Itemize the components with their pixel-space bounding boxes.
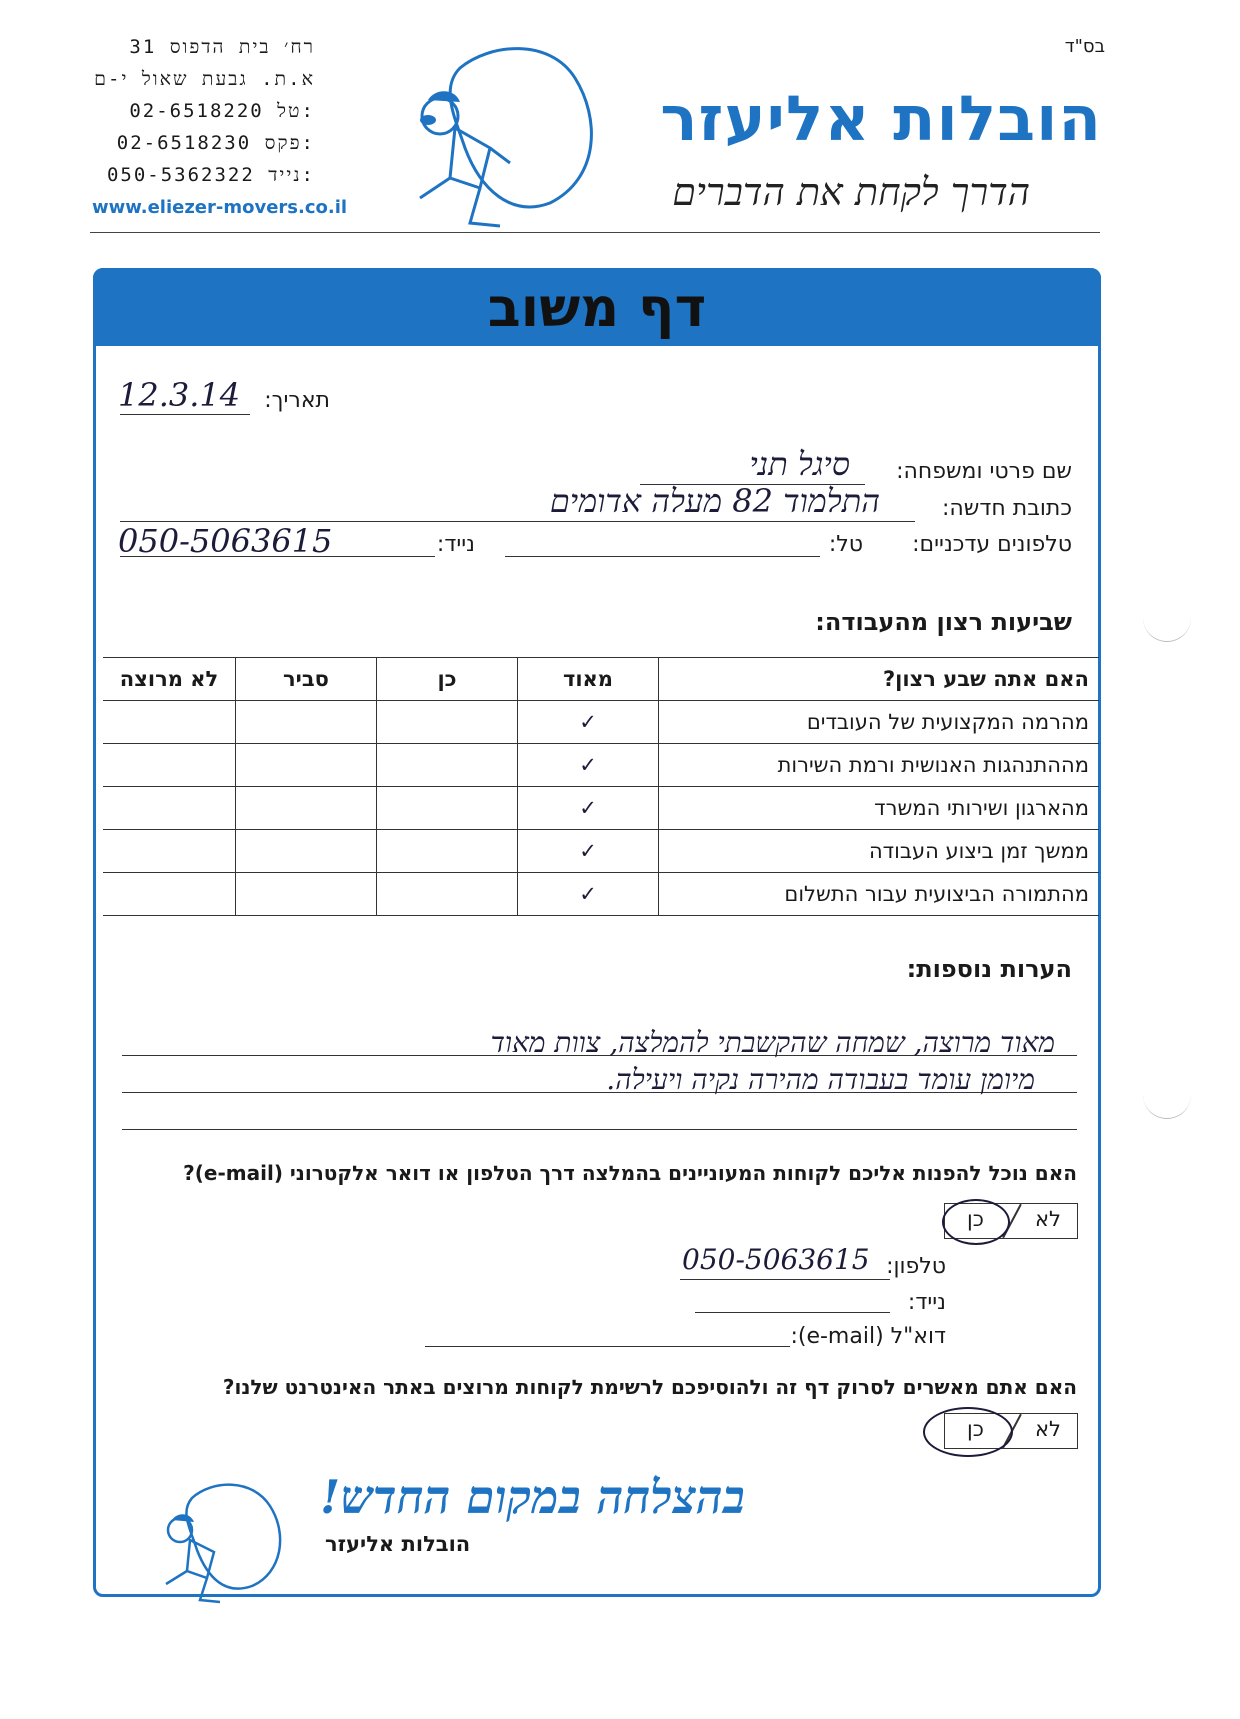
contact-tel-label: טל: [277, 100, 315, 122]
footer-company-name: הובלות אליעזר [325, 1532, 471, 1556]
publish-yes-no [944, 1413, 1078, 1449]
contact-street: רח׳ בית הדפוס 31 [129, 36, 315, 58]
cell-reasonable[interactable] [236, 830, 377, 873]
referral-phone-field[interactable]: 050-5063615 [682, 1243, 870, 1276]
website-link[interactable]: www.eliezer-movers.co.il [92, 197, 348, 218]
footer-slogan: בהצלחה במקום החדש! [320, 1470, 745, 1524]
comments-text-line2[interactable]: מיומן עומד בעבודה מהירה נקיה ויעילה. [606, 1063, 1035, 1096]
cell-reasonable[interactable] [236, 873, 377, 916]
contact-mobile-value: 050-5362322 [106, 164, 255, 186]
table-row [103, 701, 1099, 744]
referral-question: האם נוכל להפנות אליכם לקוחות המעוניינים בהמלצה דרך הטלפון או דואר אלקטרוני (e-mail)? [183, 1161, 1077, 1185]
referral-yes-no [944, 1203, 1078, 1239]
publish-no-option[interactable]: לא [1035, 1417, 1061, 1441]
cell-yes[interactable] [377, 744, 518, 787]
publish-question: האם אתם מאשרים לסרוק דף זה ולהוסיפכם לרשימת לקוחות מרוצים באתר האינטרנט שלנו? [222, 1375, 1077, 1399]
referral-mobile-label: נייד: [907, 1290, 946, 1315]
tel-label: טל: [828, 532, 863, 557]
table-row [103, 787, 1099, 830]
row-label: מהארגון ושירותי המשרד [659, 787, 1100, 830]
cell-yes[interactable] [377, 701, 518, 744]
cell-not-satisfied[interactable] [103, 830, 236, 873]
punch-hole [1143, 605, 1191, 642]
mobile-label: נייד: [436, 532, 475, 557]
comments-text-line1[interactable]: מאוד מרוצה, שמחה שהקשבתי להמלצה, צוות מאוד [490, 1026, 1055, 1059]
referral-phone-underline [680, 1279, 890, 1280]
cell-not-satisfied[interactable] [103, 701, 236, 744]
address-field[interactable]: התלמוד 82 מעלה אדומים [549, 482, 880, 520]
contact-mobile-label: נייד: [268, 164, 315, 186]
date-label: תאריך: [264, 388, 330, 413]
comments-heading: הערות נוספות: [906, 955, 1072, 983]
contact-fax-value: 02-6518230 [116, 132, 252, 154]
table-row [103, 830, 1099, 873]
cell-reasonable[interactable] [236, 787, 377, 830]
col-yes: כן [377, 658, 518, 701]
mover-mascot-small-icon [152, 1478, 302, 1608]
check-mark[interactable]: ✓ [518, 873, 659, 916]
row-label: מהרמה המקצועית של העובדים [659, 701, 1100, 744]
question-header: האם אתה שבע רצון? [659, 658, 1100, 701]
cell-not-satisfied[interactable] [103, 873, 236, 916]
date-underline [120, 414, 250, 415]
contact-area: א.ת. גבעת שאול י-ם [94, 68, 315, 90]
name-field[interactable]: סיגל תני [749, 445, 850, 483]
col-very: מאוד [518, 658, 659, 701]
satisfaction-heading: שביעות רצון מהעבודה: [815, 608, 1072, 636]
name-label: שם פרטי ומשפחה: [896, 459, 1072, 484]
mover-mascot-icon [400, 38, 620, 238]
address-label: כתובת חדשה: [941, 496, 1072, 521]
col-reasonable: סביר [236, 658, 377, 701]
cell-not-satisfied[interactable] [103, 744, 236, 787]
brand-slogan: הדרך לקחת את הדברים [672, 170, 1030, 214]
contact-mobile [107, 164, 315, 187]
form-title: דף משוב [487, 276, 707, 339]
check-mark[interactable]: ✓ [518, 701, 659, 744]
phones-label: טלפונים עדכניים: [912, 532, 1072, 557]
punch-hole [1143, 1082, 1191, 1119]
cell-yes[interactable] [377, 787, 518, 830]
bsd-mark: בס"ד [1064, 36, 1105, 57]
referral-email-underline[interactable] [425, 1346, 790, 1347]
table-row [103, 744, 1099, 787]
contact-tel-value: 02-6518220 [129, 100, 264, 122]
contact-tel [129, 100, 315, 123]
cell-yes[interactable] [377, 830, 518, 873]
comments-line [122, 1129, 1077, 1130]
referral-phone-label: טלפון: [886, 1254, 946, 1279]
check-mark[interactable]: ✓ [518, 787, 659, 830]
contact-fax-label: פקס: [264, 132, 315, 154]
cell-not-satisfied[interactable] [103, 787, 236, 830]
referral-mobile-underline[interactable] [695, 1312, 890, 1313]
mobile-field[interactable]: 050-5063615 [118, 522, 333, 560]
selection-circle [942, 1199, 1010, 1245]
check-mark[interactable]: ✓ [518, 830, 659, 873]
row-label: מההתנהגות האנושית ורמת השירות [659, 744, 1100, 787]
check-mark[interactable]: ✓ [518, 744, 659, 787]
col-not-satisfied: לא מרוצה [103, 658, 236, 701]
cell-reasonable[interactable] [236, 701, 377, 744]
table-row [103, 873, 1099, 916]
date-field[interactable]: 12.3.14 [118, 376, 241, 414]
satisfaction-table [103, 657, 1099, 916]
referral-yes-option[interactable]: כן [967, 1207, 984, 1231]
cell-reasonable[interactable] [236, 744, 377, 787]
cell-yes[interactable] [377, 873, 518, 916]
row-label: ממשך זמן ביצוע העבודה [659, 830, 1100, 873]
referral-no-option[interactable]: לא [1035, 1207, 1061, 1231]
header-divider [90, 232, 1100, 233]
selection-circle [923, 1407, 1013, 1457]
tel-underline[interactable] [505, 556, 820, 557]
publish-yes-option[interactable]: כן [967, 1417, 984, 1441]
referral-email-label: דוא"ל (e-mail): [790, 1324, 946, 1349]
brand-name: הובלות אליעזר [660, 82, 1102, 155]
contact-fax [117, 132, 315, 155]
row-label: מהתמורה הביצועית עבור התשלום [659, 873, 1100, 916]
